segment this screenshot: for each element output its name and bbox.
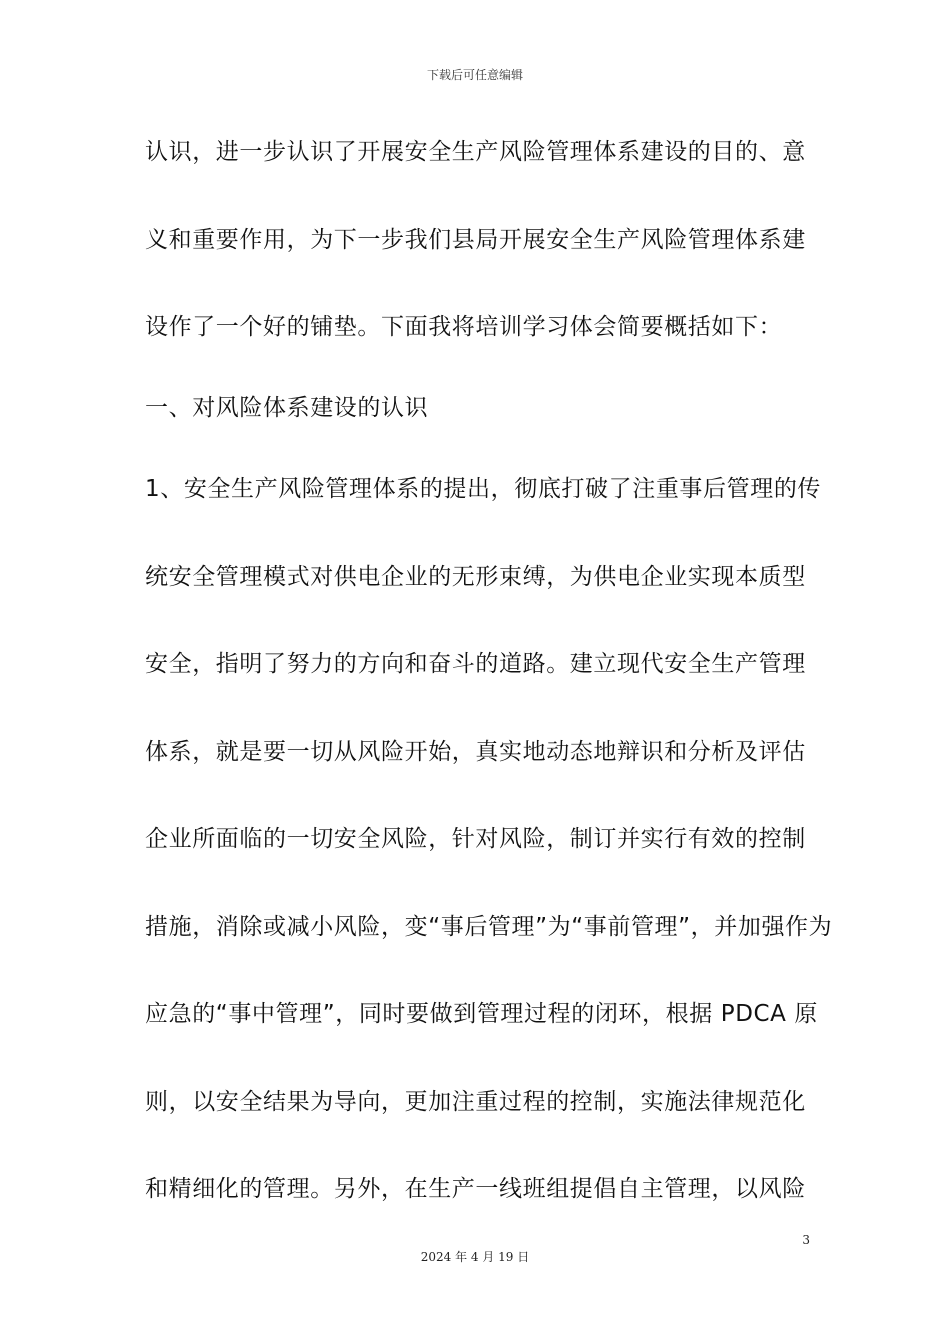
section-heading: 一、对风险体系建设的认识 [145, 395, 429, 421]
header-note: 下载后可任意编辑 [426, 68, 523, 82]
paragraph-line: 认识，进一步认识了开展安全生产风险管理体系建设的目的、意 [145, 139, 806, 165]
paragraph-line: 1、安全生产风险管理体系的提出，彻底打破了注重事后管理的传 [145, 476, 822, 502]
paragraph-line: 义和重要作用，为下一步我们县局开展安全生产风险管理体系建 [145, 226, 806, 253]
paragraph-line: 和精细化的管理。另外，在生产一线班组提倡自主管理，以风险 [145, 1176, 806, 1202]
paragraph-line: 统安全管理模式对供电企业的无形束缚，为供电企业实现本质型 [145, 563, 806, 590]
paragraph-line: 安全，指明了努力的方向和奋斗的道路。建立现代安全生产管理 [145, 651, 806, 677]
paragraph-line: 设作了一个好的铺垫。下面我将培训学习体会简要概括如下： [145, 314, 783, 340]
paragraph-line: 则，以安全结果为导向，更加注重过程的控制，实施法律规范化 [145, 1088, 806, 1115]
paragraph-line: 措施，消除或减小风险，变“事后管理”为“事前管理”，并加强作为 [145, 913, 833, 940]
paragraph-line: 企业所面临的一切安全风险，针对风险，制订并实行有效的控制 [145, 826, 806, 852]
footer-date: 2024 年 4 月 19 日 [420, 1250, 530, 1264]
paragraph-line: 体系，就是要一切从风险开始，真实地动态地辩识和分析及评估 [145, 738, 806, 765]
document-body [145, 130, 833, 1211]
paragraph-line: 应急的“事中管理”，同时要做到管理过程的闭环，根据 PDCA 原 [145, 1001, 819, 1027]
page-number: 3 [802, 1233, 810, 1247]
